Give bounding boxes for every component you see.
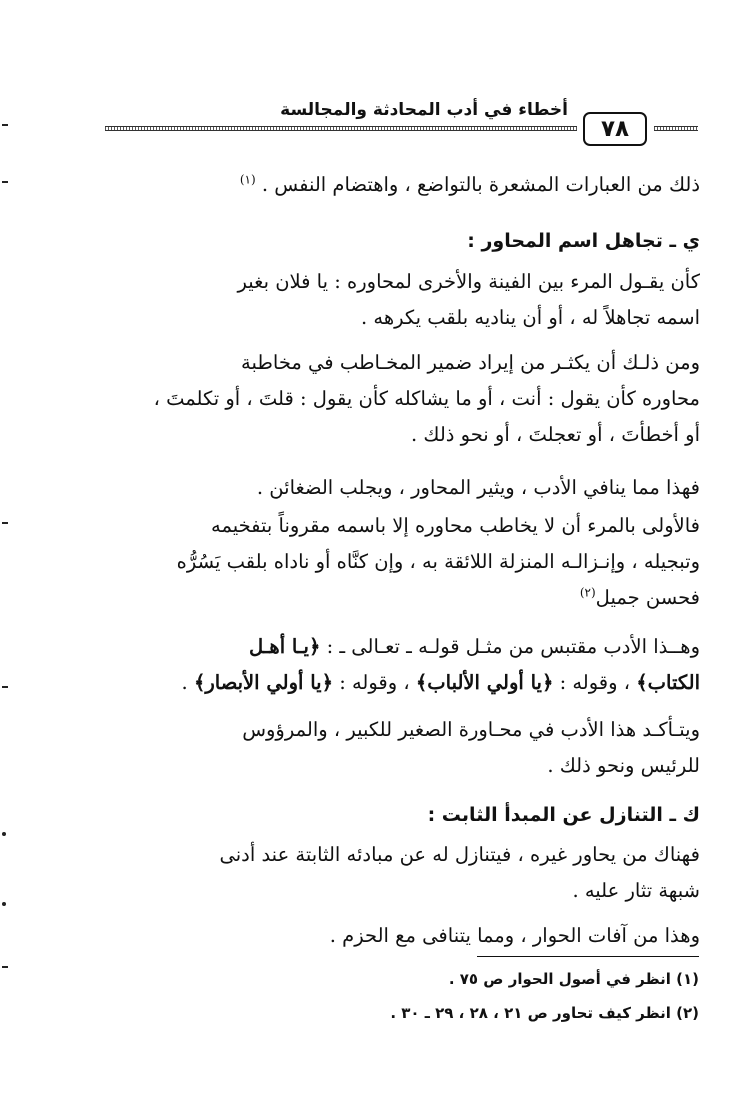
quran-quote: الكتاب﴾	[636, 671, 700, 694]
text-line	[100, 580, 700, 616]
paragraph	[100, 629, 700, 701]
margin-mark	[2, 522, 8, 524]
page-number: ٧٨	[583, 112, 647, 146]
margin-mark	[2, 966, 8, 968]
paragraph	[100, 508, 700, 616]
text-run: ، وقوله :	[553, 671, 637, 694]
footnote-ref: (١)	[239, 172, 256, 187]
text-line	[100, 629, 700, 665]
text-line: للرئيس ونحو ذلك .	[547, 754, 700, 777]
text-line: وتبجيله ، وإنـزالـه المنزلة اللائقة به ، وإن كنَّاه أو ناداه بلقب يَسُرُّه	[176, 550, 700, 573]
margin-mark	[2, 902, 6, 906]
text-run: ، وقوله :	[333, 671, 416, 694]
quran-quote: ﴿يـا أهـل	[248, 635, 321, 658]
section-heading	[100, 797, 700, 833]
margin-mark	[2, 686, 8, 688]
text-line: محاوره كأن يقول : أنت ، أو ما يشاكله كأن يقول : قلتَ ، أو تكلمتَ ،	[153, 387, 700, 410]
margin-mark	[2, 181, 8, 183]
margin-mark	[2, 124, 8, 126]
heading-line: ك ـ التنازل عن المبدأ الثابت :	[427, 804, 700, 826]
quran-quote: ﴿يا أولي الأبصار﴾	[193, 671, 333, 694]
heading-line: ي ـ تجاهل اسم المحاور :	[467, 230, 700, 252]
text-run: .	[181, 671, 194, 694]
paragraph	[100, 918, 700, 954]
section-heading	[100, 223, 700, 259]
text-run: فحسن جميل	[595, 586, 700, 609]
text-line: وهذا من آفات الحوار ، ومما يتنافى مع الحزم .	[329, 924, 700, 947]
paragraph	[100, 345, 700, 453]
text-line: شبهة تثار عليه .	[572, 879, 700, 902]
header-rule	[105, 126, 577, 131]
text-run: ذلك من العبارات المشعرة بالتواضع ، واهتضام النفس .	[261, 173, 700, 196]
text-line: فهناك من يحاور غيره ، فيتنازل له عن مبادئه الثابتة عند أدنى	[219, 843, 700, 866]
header-rule	[654, 126, 698, 131]
text-line: فالأولى بالمرء أن لا يخاطب محاوره إلا باسمه مقروناً بتفخيمه	[210, 514, 700, 537]
body-text-block	[100, 167, 700, 203]
text-line: كأن يقـول المرء بين الفينة والأخرى لمحاوره : يا فلان بغير	[237, 270, 700, 293]
running-header-title: أخطاء في أدب المحادثة والمجالسة	[280, 100, 568, 120]
footnote-1: (١) انظر في أصول الحوار ص ٧٥ .	[448, 970, 699, 988]
paragraph	[100, 470, 700, 506]
text-run: وهــذا الأدب مقتبس من مثـل قولـه ـ تعـالى ـ :	[320, 635, 700, 658]
footnote-ref: (٢)	[579, 585, 596, 600]
text-line: فهذا مما ينافي الأدب ، ويثير المحاور ، ويجلب الضغائن .	[256, 476, 700, 499]
paragraph	[100, 264, 700, 336]
paragraph	[100, 712, 700, 784]
footnote-separator	[477, 956, 699, 957]
text-line: اسمه تجاهلاً له ، أو أن يناديه بلقب يكرهه .	[360, 306, 700, 329]
text-line: ويتـأكـد هذا الأدب في محـاورة الصغير للكبير ، والمرؤوس	[242, 718, 700, 741]
text-line: ومن ذلـك أن يكثـر من إيراد ضمير المخـاطب في مخاطبة	[241, 351, 700, 374]
text-line	[100, 665, 700, 701]
text-line: أو أخطأتَ ، أو تعجلتَ ، أو نحو ذلك .	[410, 423, 700, 446]
paragraph	[100, 837, 700, 909]
quran-quote: ﴿يا أولي الألباب﴾	[415, 671, 554, 694]
margin-mark	[2, 832, 6, 836]
text-line	[100, 167, 700, 203]
footnote-2: (٢) انظر كيف تحاور ص ٢١ ، ٢٨ ، ٢٩ ـ ٣٠ .	[390, 1004, 699, 1022]
